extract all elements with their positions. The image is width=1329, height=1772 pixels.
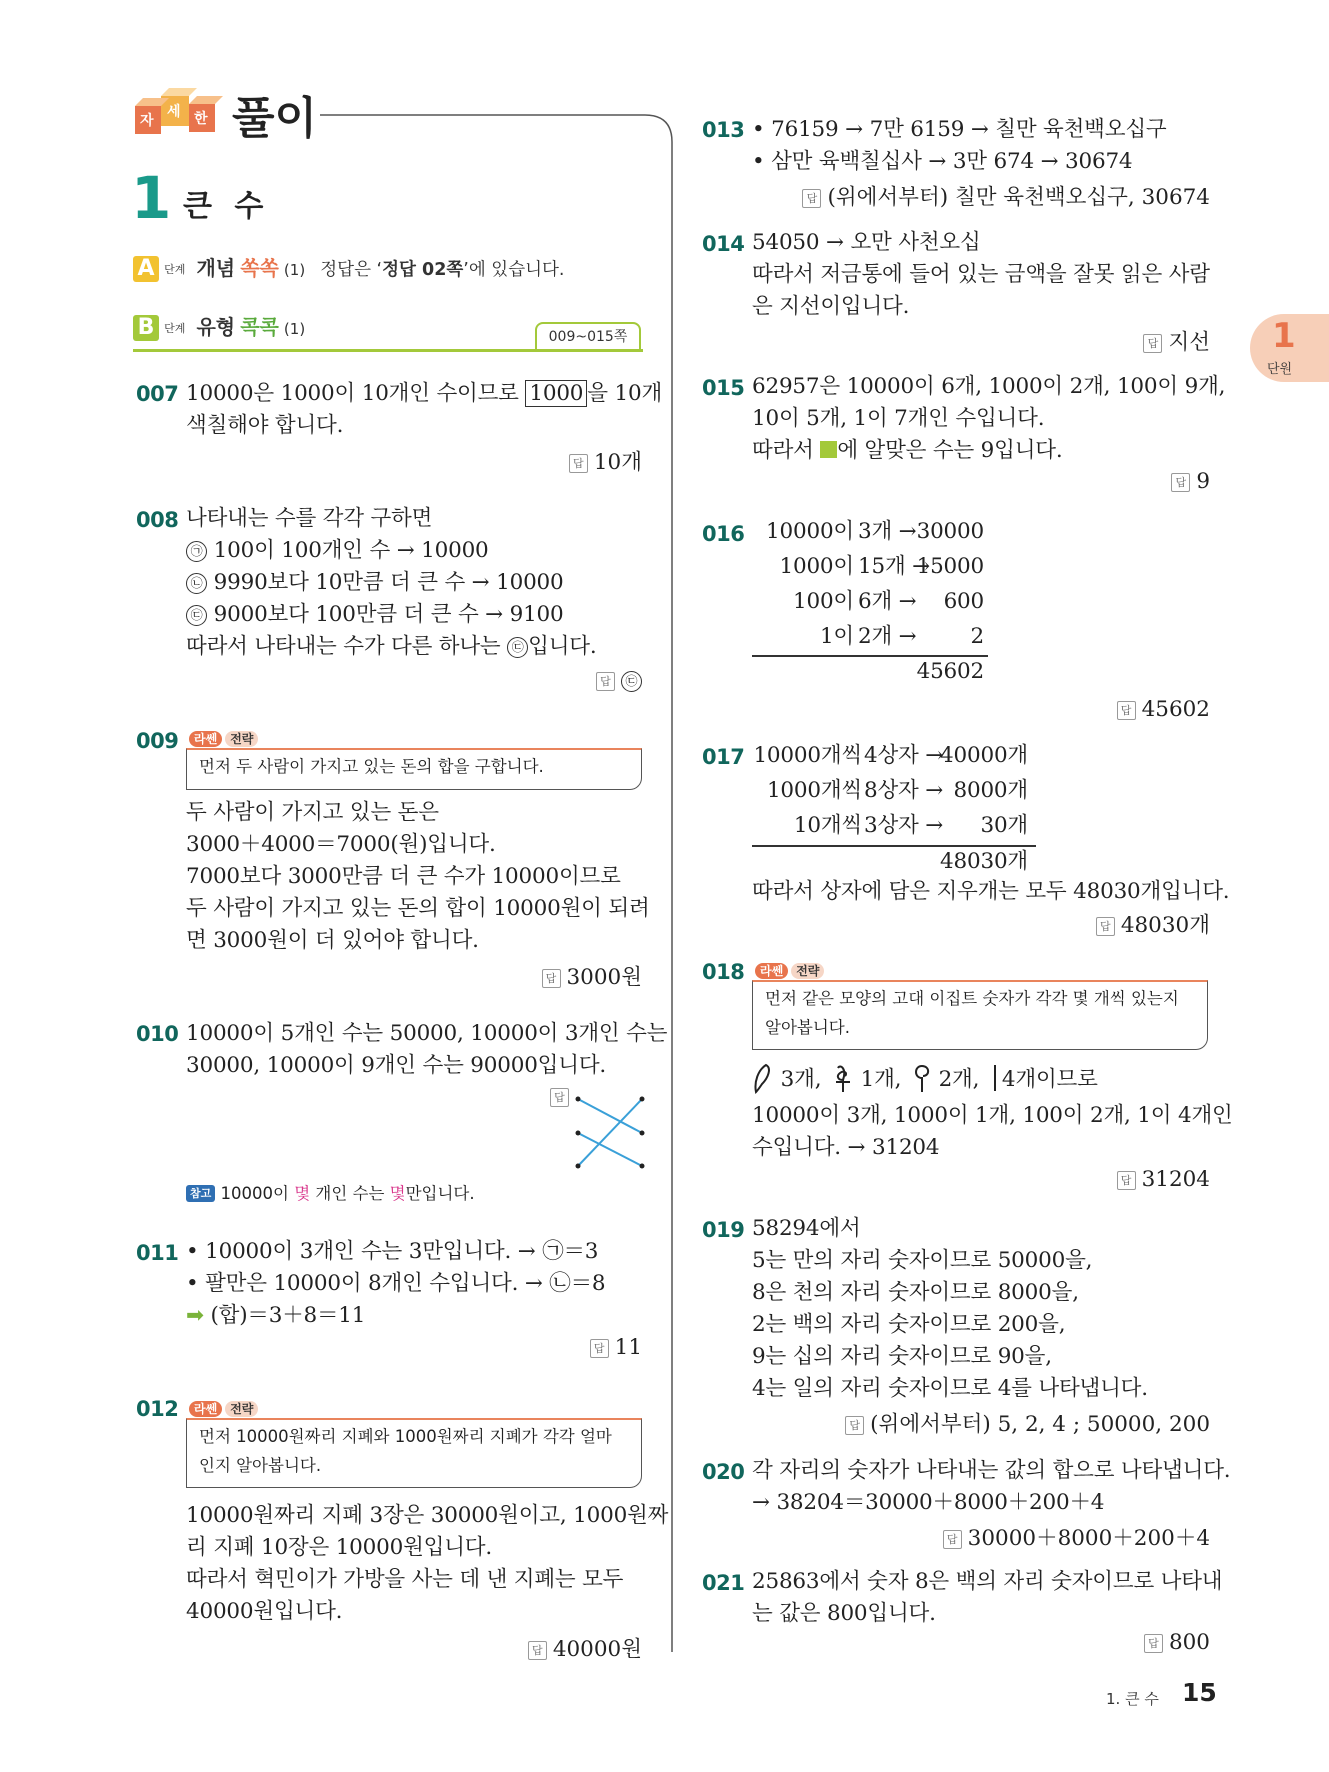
answer-mark: 답 [845, 1416, 864, 1435]
p010-matching-diagram [570, 1090, 645, 1170]
p015-line2: 10이 5개, 1이 7개인 수입니다. [752, 406, 1045, 431]
answer-mark: 답 [1117, 1171, 1136, 1190]
p018-g2: 1개, [860, 1067, 902, 1092]
p011-line2: • 팔만은 10000이 8개인 수입니다. → ㉡＝8 [186, 1271, 606, 1296]
stroke-glyph-icon [994, 1065, 996, 1091]
p009-line2: 3000＋4000＝7000(원)입니다. [186, 832, 496, 857]
p018-tip-line2: 알아봅니다. [765, 1018, 850, 1037]
p018-g1: 3개, [780, 1067, 822, 1092]
p016-r1-c2: 15000 [916, 554, 984, 579]
p018-answer [1117, 1167, 1210, 1192]
p008-line5b: 입니다. [528, 634, 597, 659]
p008-answer [596, 668, 642, 693]
p009-line1: 두 사람이 가지고 있는 돈은 [186, 800, 439, 825]
p019-answer-text: (위에서부터) 5, 2, 4 ; 50000, 200 [870, 1412, 1210, 1437]
p018-g4: 4개이므로 [1001, 1067, 1098, 1092]
p008-line5 [186, 631, 596, 664]
stage-b-paren: (1) [283, 320, 306, 338]
p007-answer-text: 10개 [593, 450, 642, 475]
p016-r3-c0: 1이 [819, 624, 854, 649]
p007-box: 1000 [525, 380, 587, 407]
p018-tip-line1: 먼저 같은 모양의 고대 이집트 숫자가 각각 몇 개씩 있는지 [765, 989, 1179, 1008]
tip-label-b: 전략 [225, 1401, 258, 1417]
answer-mark: 답 [528, 1641, 547, 1660]
p007-answer [569, 445, 642, 476]
green-square-icon [820, 441, 837, 458]
p018-line3: 수입니다. → 31204 [752, 1135, 940, 1160]
p019-line5: 9는 십의 자리 숫자이므로 90을, [752, 1344, 1052, 1369]
p011-line3-text: (합)＝3＋8＝11 [210, 1303, 366, 1328]
p019-line1: 58294에서 [752, 1216, 861, 1241]
finger-glyph-icon [832, 1062, 854, 1094]
p015-answer [1171, 469, 1210, 494]
p017-r0-c2: 40000개 [940, 743, 1028, 768]
p016-row [752, 621, 984, 653]
answer-mark: 답 [1117, 701, 1136, 720]
p008-c3: ㉢ [186, 605, 207, 626]
p016-r2-c0: 100이 [792, 589, 854, 614]
p008-c2: ㉡ [186, 573, 207, 594]
p017-r0-c0: 10000개씩 [753, 743, 862, 768]
p017-r1-c0: 1000개씩 [766, 778, 862, 803]
footer-chapter: 1. 큰 수 [1106, 1690, 1159, 1708]
p017-row [752, 740, 1028, 772]
problem-number: 015 [702, 376, 745, 400]
p007-line1a: 10000은 1000이 10개인 수이므로 [186, 381, 526, 406]
p012-answer-text: 40000원 [552, 1637, 642, 1662]
ref-text-a: 10000이 [220, 1184, 295, 1203]
p008-line3-text: 9990보다 10만큼 더 큰 수 → 10000 [213, 570, 564, 595]
stage-b-letter: B [133, 315, 159, 341]
lotus-flower-glyph-icon [752, 1062, 774, 1094]
side-tab [1250, 314, 1329, 382]
answer-mark: 답 [542, 969, 561, 988]
tip-label-a: 라쎈 [189, 1401, 222, 1417]
header-badge [133, 88, 225, 138]
p010-line1: 10000이 5개인 수는 50000, 10000이 3개인 수는 [186, 1021, 668, 1046]
p017-row [752, 810, 1028, 842]
problem-number: 016 [702, 522, 745, 546]
tip-label [189, 730, 258, 747]
p011-answer [590, 1335, 642, 1360]
ref-red-1: 몇 [294, 1184, 311, 1203]
p015-line3 [752, 435, 1062, 468]
answer-mark: 답 [943, 1530, 962, 1549]
p018-g3: 2개, [938, 1067, 980, 1092]
stage-a-name1: 개념 [196, 256, 236, 280]
problem-number: 008 [136, 508, 179, 532]
answer-mark: 답 [596, 672, 615, 691]
p021-answer-text: 800 [1168, 1630, 1210, 1655]
problem-number: 021 [702, 1571, 745, 1595]
p019-answer [845, 1407, 1210, 1438]
problem-number: 020 [702, 1460, 745, 1484]
p021-line1: 25863에서 숫자 8은 백의 자리 숫자이므로 나타내 [752, 1569, 1223, 1594]
p007-line2: 색칠해야 합니다. [186, 413, 344, 438]
stage-a-note-bold: 정답 02쪽 [382, 260, 464, 280]
ref-red-2: 몇 [389, 1184, 406, 1203]
p019-line3: 8은 천의 자리 숫자이므로 8000을, [752, 1280, 1079, 1305]
problem-number: 019 [702, 1218, 745, 1242]
p009-tip: 먼저 두 사람이 가지고 있는 돈의 합을 구합니다. [186, 748, 642, 790]
p009-answer-text: 3000원 [566, 965, 642, 990]
p020-answer-text: 30000＋8000＋200＋4 [967, 1526, 1210, 1551]
stage-b-name2: 콕콕 [240, 315, 279, 339]
tip-label-b: 전략 [225, 731, 258, 747]
p018-answer-text: 31204 [1141, 1167, 1210, 1192]
problem-number: 007 [136, 382, 179, 406]
p008-line4 [186, 599, 564, 632]
p008-line5a: 따라서 나타내는 수가 다른 하나는 [186, 634, 508, 659]
p016-r0-c1: 3개 → [858, 519, 917, 544]
problem-number: 017 [702, 745, 745, 769]
p012-line2: 리 지폐 10장은 10000원입니다. [186, 1535, 493, 1560]
p017-r2-c1: 3상자 → [864, 813, 944, 838]
p012-line3: 따라서 혁민이가 가방을 사는 데 낸 지폐는 모두 [186, 1567, 624, 1592]
p008-c1: ㉠ [186, 541, 207, 562]
p013-answer-text: (위에서부터) 칠만 육천백오십구, 30674 [827, 185, 1210, 210]
p016-r2-c2: 600 [943, 589, 984, 614]
stage-a-name2: 쏙쏙 [240, 256, 279, 280]
stage-a-paren: (1) [283, 261, 306, 279]
badge-char-3: 한 [194, 111, 208, 127]
p019-line6: 4는 일의 자리 숫자이므로 4를 나타냅니다. [752, 1376, 1148, 1401]
stage-a-row [133, 252, 565, 282]
tip-label-a: 라쎈 [189, 731, 222, 747]
p017-line1: 따라서 상자에 담은 지우개는 모두 48030개입니다. [752, 879, 1230, 904]
side-tab-number: 1 [1272, 316, 1296, 356]
stage-a-note [320, 260, 564, 280]
stage-b-name1: 유형 [196, 315, 236, 339]
p009-answer [542, 960, 643, 991]
answer-mark: 답 [1096, 917, 1115, 936]
page-number: 15 [1182, 1678, 1217, 1707]
chapter-number: 1 [131, 164, 172, 232]
p014-answer [1143, 325, 1210, 356]
answer-mark: 답 [550, 1088, 569, 1107]
tip-label [755, 962, 824, 979]
p009-line5: 면 3000원이 더 있어야 합니다. [186, 928, 479, 953]
coil-glyph-icon [912, 1062, 932, 1094]
problem-number: 014 [702, 232, 745, 256]
p014-line2: 따라서 저금통에 들어 있는 금액을 잘못 읽은 사람 [752, 262, 1210, 287]
p017-total: 48030개 [940, 849, 1028, 874]
p008-line3 [186, 567, 564, 600]
p017-r1-c1: 8상자 → [864, 778, 944, 803]
p012-answer [528, 1632, 642, 1663]
p016-answer-text: 45602 [1141, 697, 1210, 722]
reference-label: 참고 [186, 1185, 215, 1202]
p008-line2 [186, 535, 489, 568]
p008-l5c: ㉢ [507, 637, 528, 658]
p010-reference [186, 1180, 475, 1204]
p015-line3b: 에 알맞은 수는 9입니다. [837, 438, 1063, 463]
p016-r1-c1: 15개 → [858, 554, 930, 579]
badge-char-1: 자 [140, 113, 154, 129]
p016-total: 45602 [916, 659, 984, 684]
answer-mark: 답 [569, 454, 588, 473]
answer-mark: 답 [1171, 473, 1190, 492]
chapter-title: 큰 수 [183, 189, 270, 224]
p007-line1b: 을 10개 [587, 381, 663, 406]
p010-line2: 30000, 10000이 9개인 수는 90000입니다. [186, 1053, 607, 1078]
p008-line2-text: 100이 100개인 수 → 10000 [213, 538, 489, 563]
problem-number: 012 [136, 1397, 179, 1421]
stage-a-note-post: ’에 있습니다. [463, 260, 565, 280]
stage-a-note-pre: 정답은 ‘ [320, 260, 383, 280]
p011-line3 [186, 1300, 365, 1333]
p016-r1-c0: 1000이 [779, 554, 854, 579]
p015-answer-text: 9 [1196, 469, 1210, 494]
p012-line4: 40000원입니다. [186, 1599, 343, 1624]
p009-line4: 두 사람이 가지고 있는 돈의 합이 10000원이 되려 [186, 896, 650, 921]
ref-text-c: 만입니다. [405, 1184, 475, 1203]
p016-r0-c2: 30000 [916, 519, 984, 544]
p012-tip-line1: 먼저 10000원짜리 지폐와 1000원짜리 지폐가 각각 얼마 [199, 1427, 612, 1446]
p017-answer-text: 48030개 [1120, 913, 1210, 938]
stage-a-unit: 단계 [164, 263, 186, 276]
tip-label-b: 전략 [791, 963, 824, 979]
p018-glyph-line [752, 1062, 1098, 1100]
problem-number: 018 [702, 960, 745, 984]
ref-text-b: 개인 수는 [310, 1184, 390, 1203]
problem-number: 011 [136, 1241, 179, 1265]
arrow-icon: ➡ [186, 1303, 204, 1328]
badge-char-2: 세 [167, 104, 181, 120]
p016-r2-c1: 6개 → [858, 589, 917, 614]
p015-line3a: 따라서 [752, 438, 821, 463]
p020-line1: 각 자리의 숫자가 나타내는 값의 합으로 나타냅니다. [752, 1458, 1231, 1483]
p007-line1 [186, 378, 662, 411]
p008-answer-text: ㉢ [621, 671, 642, 692]
tip-label-a: 라쎈 [755, 963, 788, 979]
p014-line1: 54050 → 오만 사천오십 [752, 230, 981, 255]
p018-tip [752, 980, 1208, 1050]
p014-line3: 은 지선이입니다. [752, 294, 910, 319]
p019-line2: 5는 만의 자리 숫자이므로 50000을, [752, 1248, 1093, 1273]
p016-r3-c1: 2개 → [858, 624, 917, 649]
p015-line1: 62957은 10000이 6개, 1000이 2개, 100이 9개, [752, 374, 1226, 399]
problem-number: 013 [702, 118, 745, 142]
p021-line2: 는 값은 800입니다. [752, 1601, 936, 1626]
p011-answer-text: 11 [614, 1335, 642, 1360]
p016-r0-c0: 10000이 [766, 519, 854, 544]
p019-line4: 2는 백의 자리 숫자이므로 200을, [752, 1312, 1066, 1337]
tip-label [189, 1400, 258, 1417]
p017-row [752, 775, 1028, 807]
p017-r2-c0: 10개씩 [793, 813, 862, 838]
p012-tip [186, 1418, 642, 1488]
p021-answer [1144, 1630, 1210, 1655]
answer-mark: 답 [802, 189, 821, 208]
p016-row [752, 586, 984, 618]
p017-r2-c2: 30개 [980, 813, 1028, 838]
p020-line2: → 38204＝30000＋8000＋200＋4 [752, 1490, 1105, 1515]
p017-answer [1096, 908, 1210, 939]
p009-line3: 7000보다 3000만큼 더 큰 수가 10000이므로 [186, 864, 621, 889]
p020-answer [943, 1521, 1210, 1552]
answer-mark: 답 [1144, 1634, 1163, 1653]
side-tab-label: 단원 [1267, 362, 1293, 377]
p013-line2: • 삼만 육백칠십사 → 3만 674 → 30674 [752, 149, 1133, 174]
p011-line1: • 10000이 3개인 수는 3만입니다. → ㉠＝3 [186, 1239, 599, 1264]
stage-b-pages: 009~015쪽 [535, 322, 641, 349]
p012-line1: 10000원짜리 지폐 3장은 30000원이고, 1000원짜 [186, 1503, 669, 1528]
stage-b-row [133, 311, 305, 341]
p008-line1: 나타내는 수를 각각 구하면 [186, 506, 433, 531]
p016-row [752, 551, 984, 583]
p013-answer [802, 180, 1210, 211]
stage-b-unit: 단계 [164, 322, 186, 335]
page-title: 풀이 [232, 93, 318, 144]
p017-r1-c2: 8000개 [953, 778, 1028, 803]
p012-tip-line2: 인지 알아봅니다. [199, 1456, 322, 1475]
stage-a-letter: A [133, 256, 159, 282]
p008-line4-text: 9000보다 100만큼 더 큰 수 → 9100 [213, 602, 564, 627]
p013-line1: • 76159 → 7만 6159 → 칠만 육천백오십구 [752, 117, 1167, 142]
p017-r0-c1: 4상자 → [864, 743, 944, 768]
p018-line2: 10000이 3개, 1000이 1개, 100이 2개, 1이 4개인 [752, 1103, 1233, 1128]
answer-mark: 답 [590, 1339, 609, 1358]
p016-r3-c2: 2 [970, 624, 984, 649]
problem-number: 009 [136, 729, 179, 753]
p014-answer-text: 지선 [1168, 330, 1210, 355]
p016-answer [1117, 697, 1210, 722]
problem-number: 010 [136, 1022, 179, 1046]
answer-mark: 답 [1143, 334, 1162, 353]
p016-row [752, 516, 984, 548]
